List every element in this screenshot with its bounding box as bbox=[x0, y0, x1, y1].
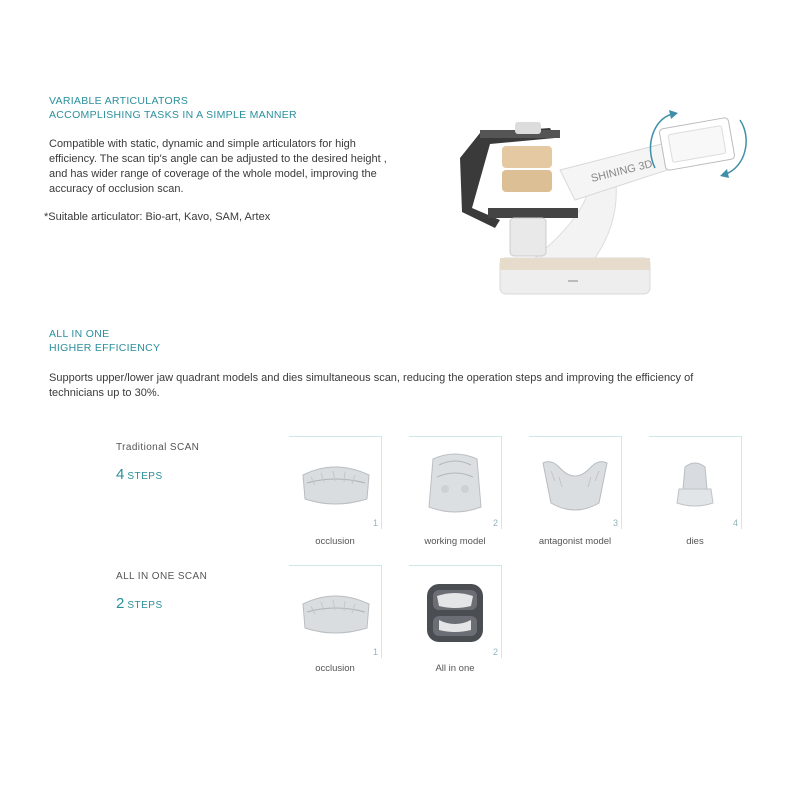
traditional-steps-word: STEPS bbox=[127, 471, 163, 482]
antagonist-model-icon bbox=[529, 437, 621, 529]
traditional-step-caption-4: dies bbox=[686, 536, 704, 547]
allinone-step-index-2: 2 bbox=[492, 647, 498, 657]
traditional-step-card-4 bbox=[649, 436, 742, 529]
allinone-steps-number: 2 bbox=[116, 595, 125, 612]
traditional-steps bbox=[116, 466, 163, 484]
allinone-step-card-2 bbox=[409, 565, 502, 658]
section1-note: *Suitable articulator: Bio-art, Kavo, SAM, Artex bbox=[44, 211, 271, 223]
allinone-scan-label: ALL IN ONE SCAN bbox=[116, 571, 208, 582]
section1-heading-line1: VARIABLE ARTICULATORS bbox=[49, 95, 189, 107]
allinone-steps bbox=[116, 595, 163, 613]
occlusion-model-icon bbox=[289, 437, 381, 529]
traditional-step-card-2 bbox=[409, 436, 502, 529]
section2-heading-line1: ALL IN ONE bbox=[49, 328, 110, 340]
traditional-step-caption-2: working model bbox=[424, 536, 486, 547]
section1-heading-line2: ACCOMPLISHING TASKS IN A SIMPLE MANNER bbox=[49, 109, 297, 121]
scanner-device-illustration bbox=[440, 108, 760, 303]
traditional-step-index-1: 1 bbox=[372, 518, 378, 528]
traditional-step-index-4: 4 bbox=[732, 518, 738, 528]
traditional-steps-number: 4 bbox=[116, 466, 125, 483]
working-model-icon bbox=[409, 437, 501, 529]
traditional-step-index-2: 2 bbox=[492, 518, 498, 528]
occlusion-model-icon bbox=[289, 566, 381, 658]
traditional-step-caption-3: antagonist model bbox=[538, 536, 612, 547]
traditional-step-card-1 bbox=[289, 436, 382, 529]
section1-heading bbox=[49, 94, 297, 122]
section2-heading bbox=[49, 327, 160, 355]
allinone-step-caption-1: occlusion bbox=[315, 663, 355, 674]
traditional-step-card-3 bbox=[529, 436, 622, 529]
all-in-one-tray-icon bbox=[409, 566, 501, 658]
traditional-scan-label: Traditional SCAN bbox=[116, 442, 200, 453]
allinone-step-card-1 bbox=[289, 565, 382, 658]
traditional-step-caption-1: occlusion bbox=[315, 536, 355, 547]
section1-body: Compatible with static, dynamic and simple articulators for high efficiency. The scan tip's angle can be adjusted to the desired height , and has wider range of coverage of the whole model, improving the accuracy of occlusion scan. bbox=[49, 138, 387, 195]
allinone-step-caption-2: All in one bbox=[435, 663, 475, 674]
scanner-device-image bbox=[440, 108, 760, 303]
section2-heading-line2: HIGHER EFFICIENCY bbox=[49, 342, 161, 354]
device-brand-label: SHINING 3D bbox=[589, 158, 654, 185]
allinone-step-index-1: 1 bbox=[372, 647, 378, 657]
allinone-steps-word: STEPS bbox=[127, 600, 163, 611]
traditional-step-index-3: 3 bbox=[612, 518, 618, 528]
die-icon bbox=[649, 437, 741, 529]
section2-body: Supports upper/lower jaw quadrant models and dies simultaneous scan, reducing the operation steps and improving the efficiency of technicians up to 30%. bbox=[49, 372, 694, 399]
